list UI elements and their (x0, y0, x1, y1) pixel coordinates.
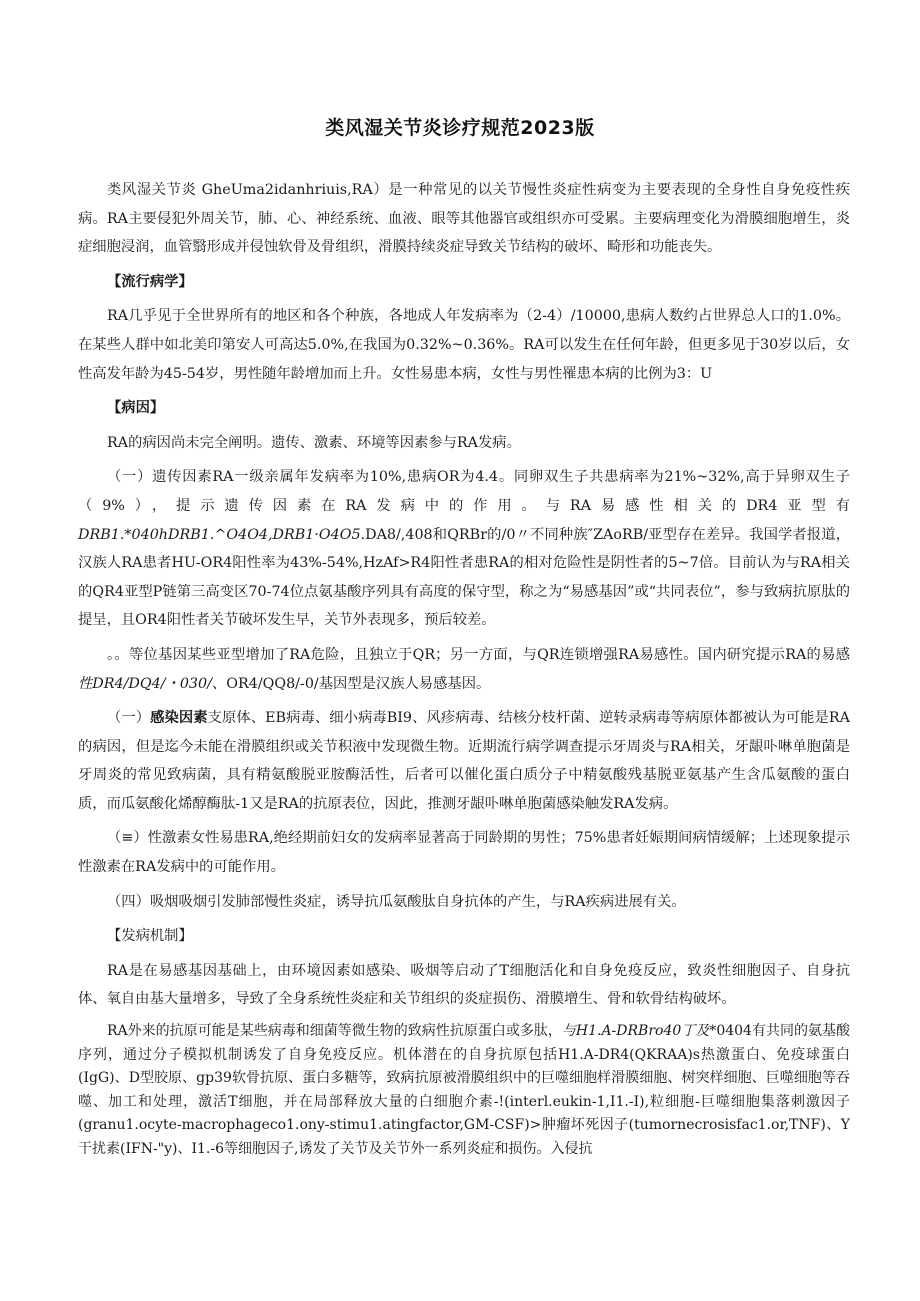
allele-text-b: 、OR4/QQ8/-0/基因型是汉族人易感基因。 (211, 675, 491, 692)
antigen-text-a: RA外来的抗原可能是某些病毒和细菌等微生物的致病性抗原蛋白或多肽， (107, 1023, 562, 1040)
infection-label: 感染因素 (150, 710, 208, 727)
document-title: 类风湿关节炎诊疗规范2023版 (325, 117, 595, 139)
genetic-text-b: DA8/,408和QRBr的/0〃不同种族″ZAoRB/亚型存在差异。我国学者报道，汉族人RA患者HU-OR4阳性率为43%-54%,HzAf>R4阳性者患RA的相对危险性是阴性者的5~7倍。目前认为与RA相关的QR4亚型P链第三高变区70-74位点氨基酸序列具有高度的保守型，称之为“易感基因”或“共同表位”，参与致病抗原肽的提呈，且OR4阳性者关节破坏发生早，关节外表现多，预后较差。 (78, 526, 850, 629)
epidemiology-paragraph: RA几乎见于全世界所有的地区和各个种族，各地成人年发病率为（2-4）/10000,患病人数约占世界总人口的1.0%。在某些人群中如北美印第安人可高达5.0%,在我国为0.32%~0.36%。RA可以发生在任何年龄，但更多见于30岁以后，女性高发年龄为45-54岁，男性随年龄增加而上升。女性易患本病，女性与男性罹患本病的比例为3：U (78, 308, 850, 382)
etiology-intro-paragraph: RA的病因尚未完全阐明。遗传、激素、环境等因素参与RA发病。 (107, 434, 521, 451)
heading-pathogenesis-text: 【发病机制】 (107, 928, 193, 945)
infection-text: 支原体、EB病毒、细小病毒BI9、风疹病毒、结核分枝杆菌、逆转录病毒等病原体都被认为可能是RA的病因，但是迄今未能在滑膜组织或关节积液中发现微生物。近期流行病学调查提示牙周炎与RA相关，牙龈卟啉单胞菌是牙周炎的常见致病菌，具有精氨酸脱亚胺酶活性，后者可以催化蛋白质分子中精氨酸残基脱亚氨基产生含瓜氨酸的蛋白质，而瓜氨酸化烯醇酶肽-1又是RA的抗原表位，因此，推测牙龈卟啉单胞菌感染触发RA发病。 (78, 710, 851, 812)
genetic-text-a: （一）遗传因素RA一级亲属年发病率为10%,患病OR为4.4。同卵双生子共患病率为21%~32%,高于异卵双生子（9%），提示遗传因素在RA发病中的作用。与RA易感性相关的DR4亚型有 (78, 469, 850, 514)
heading-etiology-text: 【病因】 (107, 400, 165, 417)
pathogenesis-paragraph: RA是在易感基因基础上，由环境因素如感染、吸烟等启动了T细胞活化和自身免疫反应，致炎性细胞因子、自身抗体、氧自由基大量增多，导致了全身系统性炎症和关节组织的炎症损伤、滑膜增生、骨和软骨结构破坏。 (78, 962, 850, 1008)
heading-epidemiology-text: 【流行病学】 (107, 273, 193, 290)
infection-number: （一） (107, 710, 151, 727)
infection-factor-paragraph (78, 704, 850, 818)
smoking-paragraph: （四）吸烟吸烟引发肺部慢性炎症，诱导抗瓜氨酸肽自身抗体的产生，与RA疾病进展有关。 (107, 893, 686, 910)
allele-italic: 性DR4/DQ4/・030/ (78, 675, 212, 692)
allele-text-a: 。。等位基因某些亚型增加了RA危险，且独立于QR；另一方面，与QR连锁增强RA易感性。国内研究提示RA的易感 (107, 646, 850, 663)
hormone-paragraph: （≡）性激素女性易患RA,绝经期前妇女的发病率显著高于同龄期的男性；75%患者妊娠期间病情缓解；上述现象提示性激素在RA发病中的可能作用。 (78, 830, 850, 876)
heading-etiology (78, 394, 850, 423)
heading-pathogenesis (78, 922, 850, 951)
antigen-italic: 与H1.A-DRBro40丁及* (561, 1023, 717, 1040)
antigen-paragraph (78, 1020, 850, 1161)
document-body (78, 176, 850, 1167)
intro-paragraph: 类风湿关节炎 GheUma2idanhriuis,RA）是一种常见的以关节慢性炎症性病变为主要表现的全身性自身免疫性疾病。RA主要侵犯外周关节，肺、心、神经系统、血液、眼等其他器官或组织亦可受累。主要病理变化为滑膜细胞增生，炎症细胞浸润，血管翳形成并侵蚀软骨及骨组织，滑膜持续炎症导致关节结构的破坏、畸形和功能丧失。 (78, 182, 850, 256)
allele-paragraph (78, 641, 850, 698)
antigen-text-b: 0404有共同的氨基酸序列，通过分子模拟机制诱发了自身免疫反应。机体潜在的自身抗原包括H1.A-DR4(QKRAA)s热激蛋白、免疫球蛋白(IgG)、D型胶原、gp39软骨抗原、蛋白多糖等，致病抗原被滑膜组织中的巨噬细胞样滑膜细胞、树突样细胞、巨噬细胞等吞噬、加工和处理，激活T细胞，并在局部释放大量的白细胞介素-!(interl.eukin-1,I1.-I),粒细胞-巨噬细胞集落刺激因子(granu1.ocyte-macrophageco1.ony-stimu1.atingfactor,GM-CSF)>肿瘤坏死因子(tumornecrosisfac1.or,TNF)、Y干扰素(IFN-"y)、I1.-6等细胞因子,诱发了关节及关节外一系列炎症和损伤。入侵抗 (78, 1023, 850, 1157)
heading-epidemiology (78, 268, 850, 297)
genetic-italic-alleles: DRB1.*040hDRB1.^O4O4,DRB1·O4O5. (78, 526, 366, 543)
genetic-factor-paragraph (78, 463, 850, 635)
